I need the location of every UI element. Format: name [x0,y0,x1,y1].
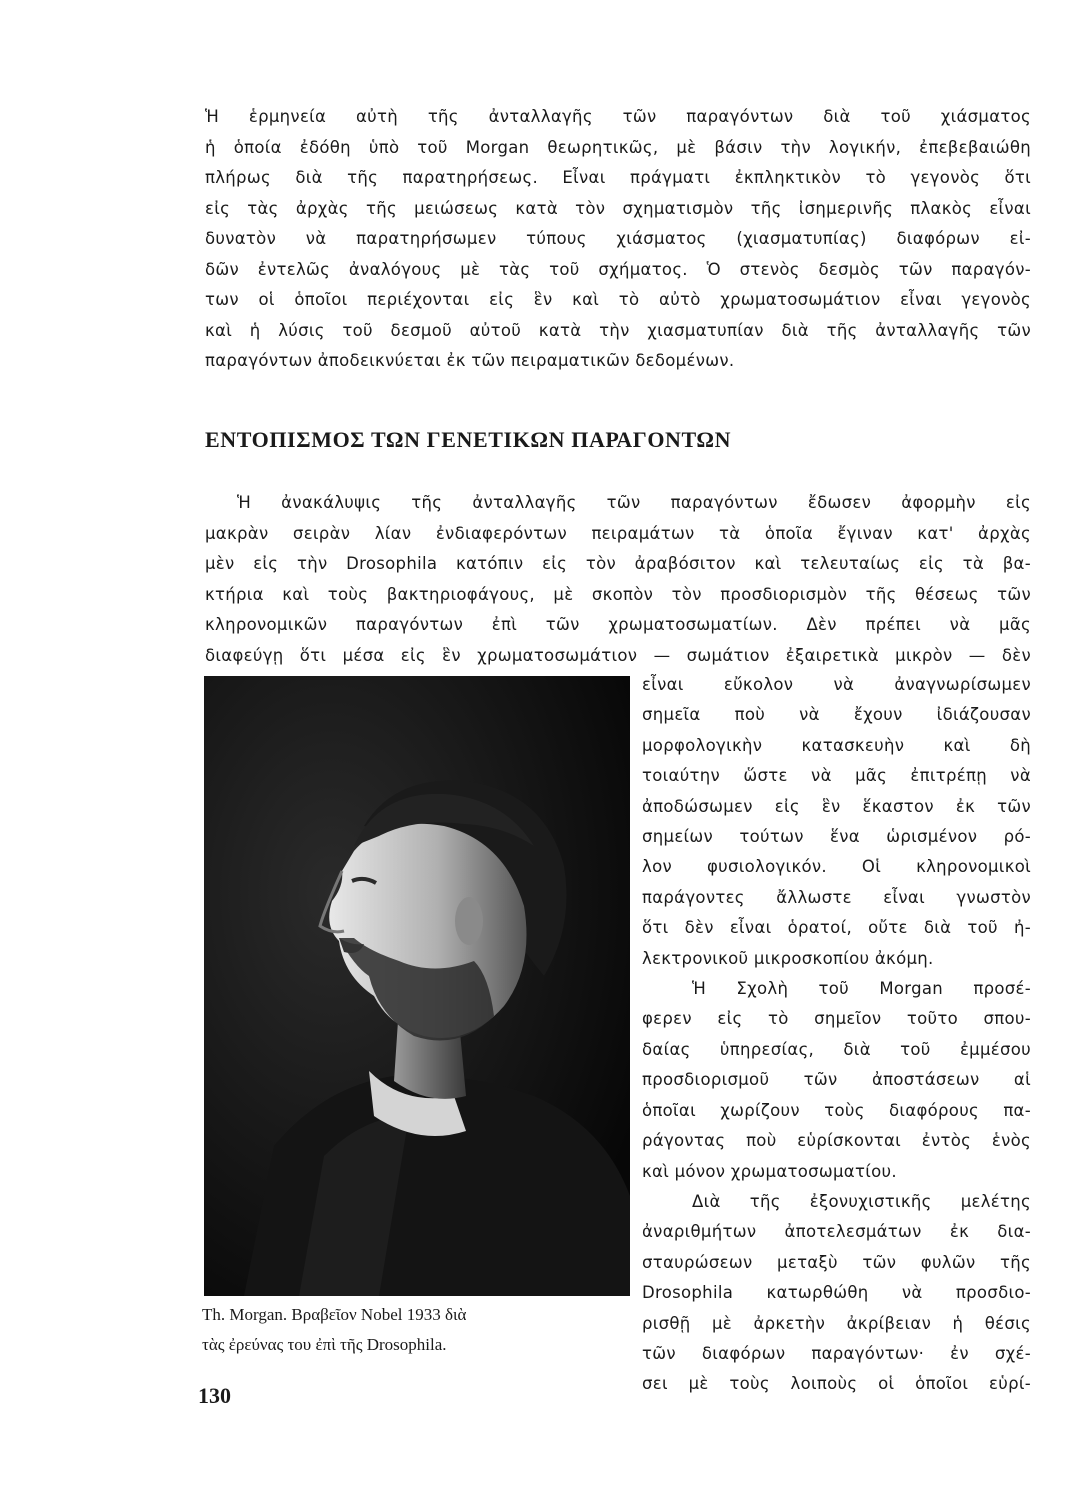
text-line: σημείων τούτων ἕνα ὡρισμένον ρό- [642,827,1031,847]
photo-caption [202,1300,632,1360]
text-line: Ἡ ἀνακάλυψις τῆς ἀνταλλαγῆς τῶν παραγόντων ἔδωσεν ἀφορμὴν εἰς [237,493,1031,512]
text-line: των οἱ ὁποῖοι περιέχονται εἰς ἓν καὶ τὸ αὐτὸ χρωματοσωμάτιον εἶναι γεγονὸς [205,290,1031,309]
text-line: μορφολογικὴν κατασκευὴν καὶ δὴ [642,735,1031,755]
text-line: κτήρια καὶ τοὺς βακτηριοφάγους, μὲ σκοπὸν τὸν προσδιορισμὸν τῆς θέσεως τῶν [205,584,1031,604]
text-line: πλήρως διὰ τῆς παρατηρήσεως. Εἶναι πράγματι ἐκπληκτικὸν τὸ γεγονὸς ὅτι [205,168,1031,187]
text-line: ἡ ὁποία ἐδόθη ὑπὸ τοῦ Morgan θεωρητικῶς, μὲ βάσιν τὴν λογικήν, ἐπεβεβαιώθη [205,137,1031,157]
portrait-photo [204,676,630,1296]
text-line: ρισθῇ μὲ ἀρκετὴν ἀκρίβειαν ἡ θέσις [642,1313,1031,1333]
text-line: λον φυσιολογικόν. Οἱ κληρονομικοὶ [642,857,1031,877]
text-line: ὅτι δὲν εἶναι ὁρατοί, οὔτε διὰ τοῦ ἠ- [642,918,1031,938]
text-line: παραγόντων ἀποδεικνύεται ἐκ τῶν πειραματικῶν δεδομένων. [205,351,735,370]
caption-line: Th. Morgan. Βραβεῖον Nobel 1933 διὰ [202,1305,467,1324]
text-line: φερεν εἰς τὸ σημεῖον τοῦτο σπου- [642,1009,1031,1029]
text-line: σημεῖα ποὺ νὰ ἔχουν ἰδιάζουσαν [642,705,1031,725]
text-line: μὲν εἰς τὴν Drosophila κατόπιν εἰς τὸν ἀραβόσιτον καὶ τελευταίως εἰς τὰ βα- [205,554,1031,573]
text-line: δαίας ὑπηρεσίας, διὰ τοῦ ἐμμέσου [642,1039,1031,1059]
page-number: 130 [198,1383,231,1408]
text-line: τοιαύτην ὥστε νὰ μᾶς ἐπιτρέπῃ νὰ [642,766,1031,786]
text-line: κληρονομικῶν παραγόντων ἐπὶ τῶν χρωματοσωματίων. Δὲν πρέπει νὰ μᾶς [205,615,1031,634]
text-line: ὁποῖαι χωρίζουν τοὺς διαφόρους πα- [642,1100,1031,1120]
text-line: σταυρώσεων μεταξὺ τῶν φυλῶν τῆς [642,1252,1031,1272]
caption-line: τὰς ἐρεύνας του ἐπὶ τῆς Drosophila. [202,1335,447,1354]
text-line: Drosophila κατωρθώθη νὰ προσδιο- [642,1283,1031,1303]
text-line: σει μὲ τοὺς λοιποὺς οἱ ὁποῖοι εὑρί- [642,1374,1031,1394]
paragraph-1 [205,102,1031,377]
text-line: καὶ ἡ λύσις τοῦ δεσμοῦ αὐτοῦ κατὰ τὴν χιασματυπίαν διὰ τῆς ἀνταλλαγῆς τῶν [205,320,1031,340]
text-line: ράγοντας ποὺ εὑρίσκονται ἐντὸς ἑνὸς [642,1131,1031,1151]
paragraph-2 [205,488,1031,671]
text-line: προσδιορισμοῦ τῶν ἀποστάσεων αἱ [642,1070,1031,1090]
text-line: ἀποδώσωμεν εἰς ἓν ἕκαστον ἐκ τῶν [642,796,1031,816]
text-line: λεκτρονικοῦ μικροσκοπίου ἀκόμη. [642,948,934,968]
text-line: εἶναι εὔκολον νὰ ἀναγνωρίσωμεν [642,675,1031,694]
text-line: ἀναριθμήτων ἀποτελεσμάτων ἐκ δια- [642,1222,1031,1242]
text-line: καὶ μόνον χρωματοσωματίου. [642,1161,897,1181]
text-line: Ἡ Σχολὴ τοῦ Morgan προσέ- [692,979,1031,999]
text-line: μακρὰν σειρὰν λίαν ἐνδιαφερόντων πειραμάτων τὰ ὁποῖα ἔγιναν κατ' ἀρχὰς [205,523,1031,543]
text-line: τῶν διαφόρων παραγόντων· ἐν σχέ- [642,1343,1031,1363]
text-line: δῶν ἐντελῶς ἀναλόγους μὲ τὰς τοῦ σχήματος. Ὁ στενὸς δεσμὸς τῶν παραγόν- [205,259,1031,279]
text-line: εἰς τὰς ἀρχὰς τῆς μειώσεως κατὰ τὸν σχηματισμὸν τῆς ἰσημερινῆς πλακὸς εἶναι [205,198,1031,218]
portrait-image [204,676,630,1296]
text-line: παράγοντες ἄλλωστε εἶναι γνωστὸν [642,887,1031,907]
text-line: δυνατὸν νὰ παρατηρήσωμεν τύπους χιάσματος (χιασματυπίας) διαφόρων εἰ- [205,229,1031,248]
right-column-text [642,670,1031,1400]
section-heading: ΕΝΤΟΠΙΣΜΟΣ ΤΩΝ ΓΕΝΕΤΙΚΩΝ ΠΑΡΑΓΟΝΤΩΝ [205,427,732,452]
text-line: διαφεύγῃ ὅτι μέσα εἰς ἓν χρωματοσωμάτιον — σωμάτιον ἐξαιρετικὰ μικρὸν — δὲν [205,645,1031,665]
text-line: Ἡ ἑρμηνεία αὐτὴ τῆς ἀνταλλαγῆς τῶν παραγόντων διὰ τοῦ χιάσματος [205,107,1031,126]
text-line: Διὰ τῆς ἐξονυχιστικῆς μελέτης [692,1191,1031,1211]
